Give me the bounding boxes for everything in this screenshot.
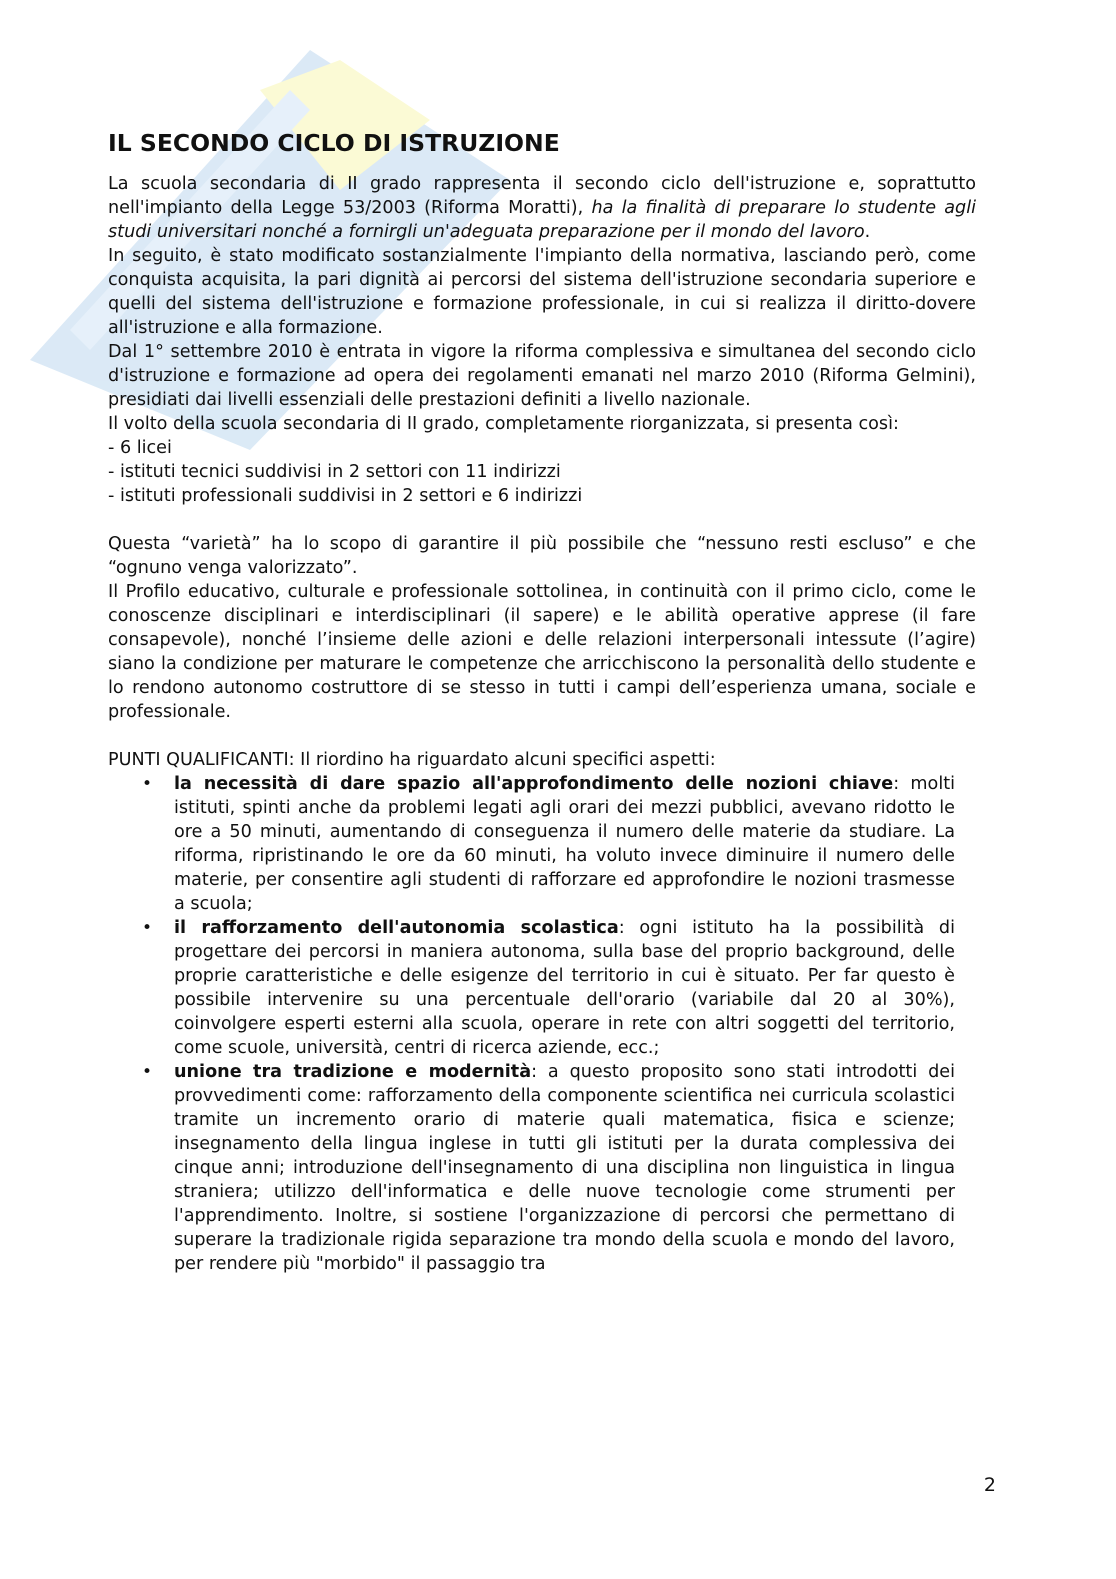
paragraph-profile: Il Profilo educativo, culturale e professionale sottolinea, in continuità con il primo ciclo, come le conoscenze disciplinari e interdisciplinari (il sapere) e le abilità operative apprese (il fare consapevole), nonché l’insieme delle azioni e delle relazioni interpersonali intessute (l’agire) siano la condizione per maturare le competenze che arricchiscono la personalità dello studente e lo rendono autonomo costruttore di se stesso in tutti i campi dell’esperienza umana, sociale e professionale. bbox=[108, 582, 976, 722]
qualifying-points-list bbox=[108, 772, 976, 1276]
paragraph-reform-changes: In seguito, è stato modificato sostanzialmente l'impianto della normativa, lasciando però, come conquista acquisita, la pari dignità ai percorsi del sistema dell'istruzione secondaria superiore e quelli del sistema dell'istruzione e formazione professionale, in cui si realizza il diritto-dovere all'istruzione e alla formazione. bbox=[108, 246, 976, 338]
bullet-icon: • bbox=[142, 1062, 153, 1082]
bullet-icon: • bbox=[142, 918, 153, 938]
paragraph-variety: Questa “varietà” ha lo scopo di garantire il più possibile che “nessuno resti escluso” e che “ognuno venga valorizzato”. bbox=[108, 534, 976, 578]
qualifying-point bbox=[142, 1060, 955, 1276]
bullet-icon: • bbox=[142, 774, 153, 794]
qualifying-point bbox=[142, 916, 955, 1060]
page-title: IL SECONDO CICLO DI ISTRUZIONE bbox=[108, 129, 560, 157]
paragraph-gelmini-reform: Dal 1° settembre 2010 è entrata in vigore la riforma complessiva e simultanea del secondo ciclo d'istruzione e formazione ad opera dei regolamenti emanati nel marzo 2010 (Riforma Gelmini), presidiati dai livelli essenziali delle prestazioni definiti a livello nazionale. bbox=[108, 342, 976, 410]
qualifying-point bbox=[142, 772, 955, 916]
point-text: : molti istituti, spinti anche da problemi legati agli orari dei mezzi pubblici, avevano ridotto le ore a 50 minuti, aumentando di conseguenza il numero delle materie da studiare. La riforma, ripristinando le ore da 60 minuti, ha voluto invece diminuire il numero delle materie, per consentire agli studenti di rafforzare ed approfondire le nozioni trasmesse a scuola; bbox=[174, 774, 955, 914]
point-heading: unione tra tradizione e modernità bbox=[174, 1062, 532, 1082]
point-heading: il rafforzamento dell'autonomia scolastica bbox=[174, 918, 619, 938]
intro-text: La scuola secondaria di II grado rappresenta il secondo ciclo dell'istruzione e, soprattutto nell'impianto della Legge 53/2003 (Riforma Moratti), bbox=[108, 174, 976, 218]
point-text: : ogni istituto ha la possibilità di progettare dei percorsi in maniera autonoma, sulla base del proprio background, delle proprie caratteristiche e delle esigenze del territorio in cui è situato. Per far questo è possibile intervenire su una percentuale dell'orario (variabile dal 20 al 30%), coinvolgere esperti esterni alla scuola, operare in rete con altri soggetti del territorio, come scuole, università, centri di ricerca aziende, ecc.; bbox=[174, 918, 955, 1058]
paragraph-school-structure: Il volto della scuola secondaria di II grado, completamente riorganizzata, si presenta così: bbox=[108, 414, 899, 434]
point-text: : a questo proposito sono stati introdotti dei provvedimenti come: rafforzamento della componente scientifica nei curricula scolastici tramite un incremento orario di materie quali matematica, fisica e scienze; insegnamento della lingua inglese in tutti gli istituti per la durata complessiva dei cinque anni; introduzione dell'insegnamento di una disciplina non linguistica in lingua straniera; utilizzo dell'informatica e delle nuove tecnologie come strumenti per l'apprendimento. Inoltre, si sostiene l'organizzazione di percorsi che permettano di superare la tradizionale rigida separazione tra mondo della scuola e mondo del lavoro, per rendere più "morbido" il passaggio tra bbox=[174, 1062, 955, 1274]
school-types-list bbox=[108, 436, 976, 508]
intro-paragraph bbox=[108, 172, 976, 244]
points-intro: PUNTI QUALIFICANTI: Il riordino ha riguardato alcuni specifici aspetti: bbox=[108, 750, 716, 770]
point-heading: la necessità di dare spazio all'approfondimento delle nozioni chiave bbox=[174, 774, 894, 794]
school-type-item: - istituti tecnici suddivisi in 2 settori con 11 indirizzi bbox=[108, 462, 561, 482]
school-type-item: - istituti professionali suddivisi in 2 settori e 6 indirizzi bbox=[108, 486, 583, 506]
document-page bbox=[108, 128, 976, 1276]
intro-end: . bbox=[864, 222, 871, 242]
page-number: 2 bbox=[983, 1474, 996, 1496]
intro-italic-text: ha la finalità di preparare lo studente agli studi universitari nonché a fornirgli un'adeguata preparazione per il mondo del lavoro bbox=[108, 198, 976, 242]
school-type-item: - 6 licei bbox=[108, 438, 172, 458]
